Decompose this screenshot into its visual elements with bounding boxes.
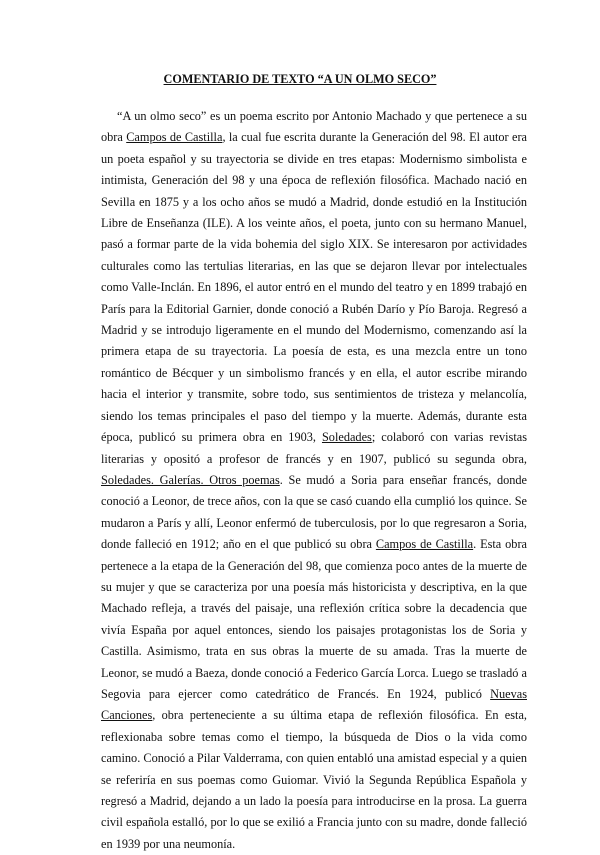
document-title: COMENTARIO DE TEXTO “A UN OLMO SECO” — [163, 72, 437, 86]
text-segment: “A un olmo seco” es un poema escrito por Antonio Machado y que pertenece a su obra — [101, 109, 527, 145]
book-title-soledades-galerias: Soledades. Galerías. Otros poemas — [101, 472, 280, 487]
text-segment: . Esta obra pertenece a la etapa de la Generación del 98, que comienza poco antes de la muerte de su mujer y que se caracteriza por una poesía más historicista y descriptiva, en la que Machado refleja, a través del paisaje, una reflexión crítica sobre la decadencia que vivía España por aquel entonces, siendo los paisajes protagonistas los de Soria y Castilla. Asimismo, trata en sus obras la muerte de su amada. Tras la muerte de Leonor, se mudó a Baeza, donde conoció a Federico García Lorca. Luego se trasladó a Segovia para ejercer como catedrático de Francés. En 1924, publicó — [101, 537, 527, 701]
text-segment: . Se mudó a Soria para enseñar francés, donde conoció a Leonor, de trece años, con la que se casó cuando ella cumplió los quince. Se mudaron a París y allí, Leonor enfermó de tuberculosis, por lo que regresaron a Soria, donde falleció en 1912; año en el que publicó su obra — [101, 472, 527, 552]
book-title-soledades: Soledades — [321, 430, 372, 445]
text-segment: , obra perteneciente a su última etapa de reflexión filosófica. En esta, reflexionaba sobre temas como el tiempo, la búsqueda de Dios o la vida como camino. Conoció a Pilar Valderrama, con quien entabló una amistad especial y a quien se referiría en sus poemas como Guiomar. Vivió la Segunda República Española y regresó a Madrid, dejando a un lado la poesía para introducirse en la prosa. La guerra civil española estalló, por lo que se exilió a Francia junto con su madre, donde falleció en 1939 por una neumonía. — [101, 708, 527, 851]
text-segment: ; colaboró con varias revistas literarias y opositó a profesor de francés y en 1907, publicó su segunda obra, — [101, 430, 527, 466]
book-title-campos-de-castilla-2: Campos de Castilla — [375, 537, 474, 552]
book-title-nuevas-canciones: Nuevas Canciones — [101, 686, 527, 723]
body-paragraph — [101, 106, 527, 855]
text-segment: , la cual fue escrita durante la Generación del 98. El autor era un poeta español y su trayectoria se divide en tres etapas: Modernismo simbolista e intimista, Generación del 98 y una época de reflexión filosófica. Machado nació en Sevilla en 1875 y a los ocho años se mudó a Madrid, donde estudió en la Institución Libre de Enseñanza (ILE). A los veinte años, el poeta, junto con su hermano Manuel, pasó a formar parte de la vida bohemia del siglo XIX. Se interesaron por actividades culturales como las tertulias literarias, en las que se dejaron llevar por intelectuales como Valle-Inclán. En 1896, el autor entró en el mundo del teatro y en 1899 trabajó en París para la Editorial Garnier, donde conoció a Rubén Darío y Pío Baroja. Regresó a Madrid y se introdujo ligeramente en el mundo del Modernismo, comenzando así la primera etapa de su trayectoria. La poesía de esta, es una mezcla entre un tono romántico de Bécquer y un simbolismo francés y en ella, el autor escribe mirando hacia el interior y transmite, sobre todo, sus sentimientos de tristeza y melancolía, siendo los temas principales el paso del tiempo y la muerte. Además, durante esta época, publicó su primera obra en 1903, — [101, 130, 527, 445]
book-title-campos-de-castilla: Campos de Castilla — [126, 130, 223, 145]
